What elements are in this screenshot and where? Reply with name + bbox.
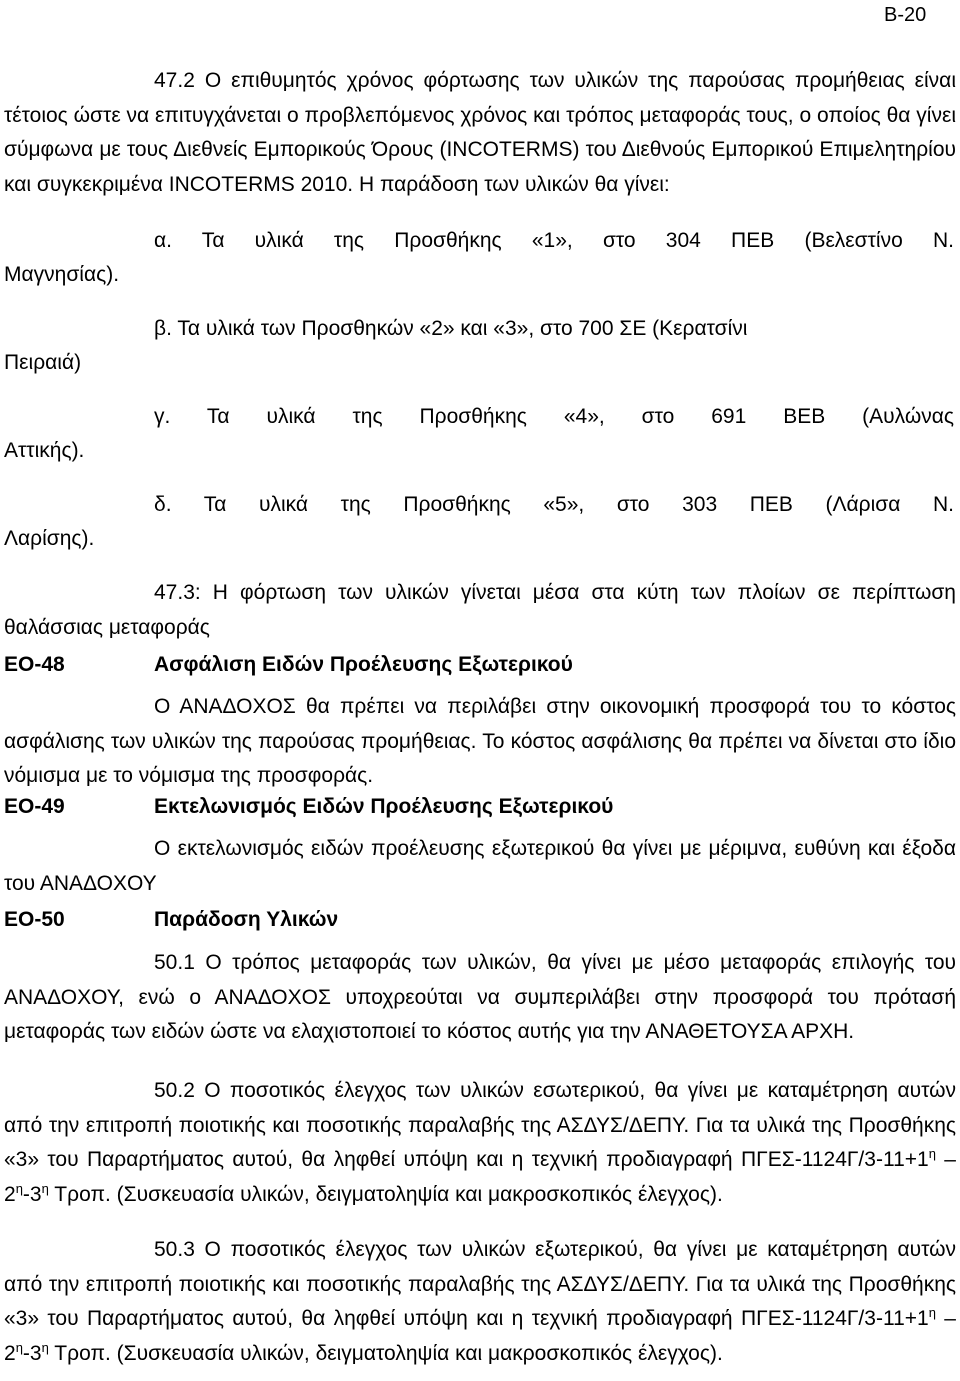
section-title-eo49: Εκτελωνισμός Ειδών Προέλευσης Εξωτερικού xyxy=(154,795,614,818)
delivery-item-d: δ. Τα υλικά της Προσθήκης «5», στο 303 ΠΕΒ (Λάρισα Ν. xyxy=(154,493,954,516)
delivery-item-c: γ. Τα υλικά της Προσθήκης «4», στο 691 ΒΕΒ (Αυλώνας xyxy=(154,405,954,428)
superscript: η xyxy=(41,1339,49,1355)
paragraph-50-3-tail: Τροπ. (Συσκευασία υλικών, δειγματοληψία και μακροσκοπικός έλεγχος). xyxy=(48,1341,723,1365)
superscript: η xyxy=(15,1180,23,1196)
paragraph-50-3-lead: 50.3 Ο ποσοτικός έλεγχος των υλικών εξωτερικού, θα γίνει με καταμέτρηση αυτών από την επιτροπή ποιοτικής και ποσοτικής παραλαβής της ΑΣΔΥΣ/ΔΕΠΥ. Για τα υλικά της Προσθήκης «3» του Παραρτήματος αυτού, θα ληφθεί υπόψη και η τεχνική προδιαγραφή ΠΓΕΣ-1124Γ/3-11+1 xyxy=(4,1238,956,1330)
paragraph-eo49: Ο εκτελωνισμός ειδών προέλευσης εξωτερικού θα γίνει με μέριμνα, ευθύνη και έξοδα του ΑΝΑΔΟΧΟΥ xyxy=(4,837,956,895)
section-code-eo49: ΕΟ-49 xyxy=(4,795,65,818)
delivery-item-d-cont: Λαρίσης). xyxy=(4,527,95,550)
section-title-eo48: Ασφάλιση Ειδών Προέλευσης Εξωτερικού xyxy=(154,653,573,676)
section-code-eo48: ΕΟ-48 xyxy=(4,653,65,676)
delivery-item-b-cont: Πειραιά) xyxy=(4,351,82,374)
delivery-item-a-cont: Μαγνησίας). xyxy=(4,263,120,286)
delivery-item-c-cont: Αττικής). xyxy=(4,439,85,462)
section-title-eo50: Παράδοση Υλικών xyxy=(154,908,339,931)
paragraph-47-3: 47.3: Η φόρτωση των υλικών γίνεται μέσα στα κύτη των πλοίων σε περίπτωση θαλάσσιας μεταφοράς xyxy=(4,581,956,639)
paragraph-eo48: Ο ΑΝΑΔΟΧΟΣ θα πρέπει να περιλάβει στην οικονομική προσφορά του το κόστος ασφάλισης των υλικών της παρούσας προμήθειας. Το κόστος ασφάλισης θα πρέπει να δίνεται στο ίδιο νόμισμα με το νόμισμα της προσφοράς. xyxy=(4,695,956,787)
superscript: η xyxy=(41,1180,49,1196)
superscript: η xyxy=(928,1146,936,1161)
section-code-eo50: ΕΟ-50 xyxy=(4,908,65,931)
paragraph-50-2-mid: – 2 xyxy=(4,1148,956,1206)
paragraph-50-3-mid: – 2 xyxy=(4,1307,956,1365)
superscript: η xyxy=(15,1339,23,1355)
paragraph-50-2-tail: Τροπ. (Συσκευασία υλικών, δειγματοληψία και μακροσκοπικός έλεγχος). xyxy=(48,1182,723,1206)
paragraph-50-3-mid2: -3 xyxy=(22,1341,42,1365)
delivery-item-b: β. Τα υλικά των Προσθηκών «2» και «3», στο 700 ΣΕ (Κερατσίνι xyxy=(154,317,748,340)
page-number: Β-20 xyxy=(884,4,927,26)
paragraph-50-2-lead: 50.2 Ο ποσοτικός έλεγχος των υλικών εσωτερικού, θα γίνει με καταμέτρηση αυτών από την επιτροπή ποιοτικής και ποσοτικής παραλαβής της ΑΣΔΥΣ/ΔΕΠΥ. Για τα υλικά της Προσθήκης «3» του Παραρτήματος αυτού, θα ληφθεί υπόψη και η τεχνική προδιαγραφή ΠΓΕΣ-1124Γ/3-11+1 xyxy=(4,1079,956,1171)
paragraph-50-1: 50.1 Ο τρόπος μεταφοράς των υλικών, θα γίνει με μέσο μεταφοράς επιλογής του ΑΝΑΔΟΧΟΥ, ενώ ο ΑΝΑΔΟΧΟΣ υποχρεούται να συμπεριλάβει στην προσφορά του πρότασή μεταφοράς των ειδών ώστε να ελαχιστοποιεί το κόστος αυτής για την ΑΝΑΘΕΤΟΥΣΑ ΑΡΧΗ. xyxy=(4,951,956,1043)
paragraph-47-2: 47.2 Ο επιθυμητός χρόνος φόρτωσης των υλικών της παρούσας προμήθειας είναι τέτοιος ώστε να επιτυγχάνεται ο προβλεπόμενος χρόνος και τρόπος μεταφοράς τους, ο οποίος θα γίνει σύμφωνα με τους Διεθνείς Εμπορικούς Όρους (INCOTERMS) του Διεθνούς Εμπορικού Επιμελητηρίου και συγκεκριμένα INCOTERMS 2010. Η παράδοση των υλικών θα γίνει: xyxy=(4,69,956,196)
superscript: η xyxy=(928,1305,936,1320)
paragraph-50-3 xyxy=(4,1233,956,1371)
paragraph-50-2 xyxy=(4,1074,956,1212)
paragraph-50-2-mid2: -3 xyxy=(22,1182,42,1206)
delivery-item-a: α. Τα υλικά της Προσθήκης «1», στο 304 ΠΕΒ (Βελεστίνο Ν. xyxy=(154,229,954,252)
